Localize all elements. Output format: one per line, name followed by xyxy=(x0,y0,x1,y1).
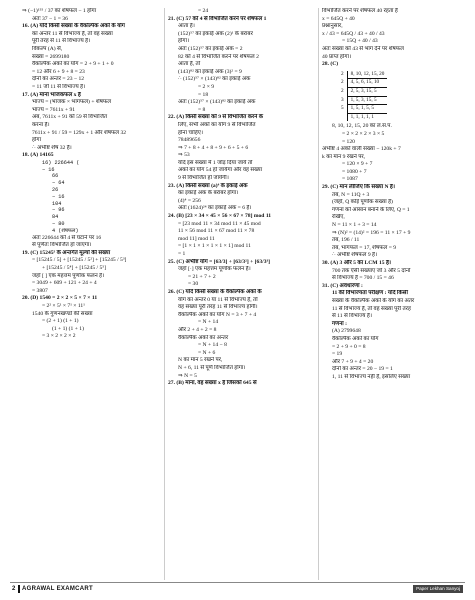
solution-line: N + 6, 11 से पूर्ण विभाजित होगा। xyxy=(178,364,246,371)
solution-line: पूरी तरह से 11 से विभाज्य है। xyxy=(32,38,91,45)
lcm-division-table xyxy=(338,71,387,122)
solution-line: ⇒ (N)² = (14)² = 196 = 11 × 17 + 9 xyxy=(332,229,411,236)
solution-line: दोनों का अन्तर = 20 − 19 = 1 xyxy=(332,366,393,373)
solution-line: का अन्तर 11 से विभाज्य है, तो वह संख्या xyxy=(32,30,113,37)
solution-line: गणना को आसान बनाने के लिए, Q = 1 xyxy=(332,206,410,213)
solution-line: = [15245 / 5] + [15245 / 5²] + [15245 / 5³] xyxy=(32,257,127,264)
solution-line: = 21 + 7 + 2 xyxy=(188,273,216,280)
solution-line: x = 645Q + 40 xyxy=(322,15,355,22)
page-footer xyxy=(10,582,465,595)
solution-line: mod 11] mod 11 xyxy=(178,235,215,242)
solution-line: 20. (D) 1540 = 2 × 2 × 5 × 7 × 11 xyxy=(22,295,98,302)
solution-line: और 2 + 4 + 2 = 8 xyxy=(178,326,217,333)
solutions-column-left xyxy=(22,8,162,341)
brand-label: AGRAWAL EXAMCART xyxy=(22,586,94,592)
divisor-cell: 5 xyxy=(338,105,347,114)
table-row xyxy=(338,87,387,96)
column-divider xyxy=(318,8,319,580)
solution-line: = 30 xyxy=(188,281,199,288)
solution-line: अतः 226644 को 4 से घटाने पर 16 xyxy=(32,234,102,241)
brand-bar-icon xyxy=(18,585,20,593)
solution-line: 30. (A) 3 और 5 का LCM 15 है। xyxy=(322,260,392,266)
solution-line: 22. (A) किसी संख्या को 9 से विभाजित करने के xyxy=(168,114,264,121)
solution-line: ⇒ (−1)¹⁵⁵ / 37 का शेषफल − 1 होगा xyxy=(22,8,97,14)
solution-line: अतः (152)⁵⁷ का इकाई अंक = 2 xyxy=(178,45,243,52)
divisor-cell: 2 xyxy=(338,87,347,96)
solution-line: अतः संख्या को 43 से भाग देने पर शेषफल xyxy=(322,45,404,52)
solution-line: ∴ (152)⁵⁷ × (143)⁸² का इकाई अंक xyxy=(178,76,251,83)
table-row xyxy=(338,105,387,114)
solution-line: गणना : xyxy=(332,320,348,327)
divisor-cell: 2 xyxy=(338,71,347,79)
solution-line: 21. (C) 57 को 4 से विभाजित करने पर शेषफल 1 xyxy=(168,15,267,22)
solution-line: से 11 से विभाज्य है। xyxy=(332,313,373,320)
solution-line: दोनों का अन्तर = 23 − 12 xyxy=(32,76,85,83)
solution-line: 7611x + 91 / 59 = 129x + 1 और शेषफल 32 xyxy=(32,129,127,136)
solution-line: 9 से विभाजित हो जायेगी। xyxy=(178,175,229,182)
solution-line: विभाजित करने पर शेषफल 40 रहता है xyxy=(322,8,398,14)
solution-line: − 16 xyxy=(52,193,65,200)
solution-line: (143)⁸² का इकाई अंक (3)² = 9 xyxy=(178,68,242,75)
solution-line: = [23 mod 11 × 34 mod 11 × 45 mod xyxy=(178,220,261,227)
solution-line: वैकल्पिक अंकों का योग N = 3 + 7 + 4 xyxy=(178,311,257,318)
solution-line: ⇒ 53 xyxy=(178,152,190,159)
solution-line: संख्या = 2699180 xyxy=(32,53,70,60)
solution-line: = 1 xyxy=(178,251,186,257)
solution-line: 4 (शेषफल) xyxy=(52,227,79,234)
table-row xyxy=(338,71,387,79)
solution-line: = 2 × 9 xyxy=(198,83,215,90)
solution-line: N = 11 × 1 + 3 = 14 xyxy=(332,222,377,229)
solution-line: = 19 xyxy=(332,351,343,358)
values-cell: 1, 1, 1, 1, 1 xyxy=(350,113,374,120)
values-cell: 1, 5, 3, 15, 5 xyxy=(347,96,387,105)
solution-line: वैकल्पिक अंकों का अन्तर xyxy=(178,334,229,341)
table-row xyxy=(338,96,387,105)
solution-line: k का मान 9 रखने पर, xyxy=(322,153,366,160)
column-divider xyxy=(164,8,165,580)
solutions-column-right xyxy=(322,8,468,382)
solution-line: योग का अन्तर 0 या 11 से विभाज्य है, तो xyxy=(178,296,258,303)
solution-line: 23. (A) किसी संख्या (a)⁴ के इकाई अंक xyxy=(168,182,248,189)
solution-line: 24. (B) [23 × 34 × 45 × 56 × 67 × 78] mod 11 xyxy=(168,213,272,220)
solution-line: = 11 जो 11 से विभाज्य है। xyxy=(32,83,86,90)
divisor-cell: 3 xyxy=(338,96,347,105)
solution-line: = 2 + 9 + 0 = 8 xyxy=(332,343,366,350)
solution-line: रखिए, xyxy=(332,214,345,221)
solution-line: तब, भागफल = 17, शेषफल = 9 xyxy=(332,244,397,251)
values-cell: 1, 5, 1, 5, 5 xyxy=(347,105,387,114)
solution-line: 104 xyxy=(52,200,62,207)
solution-line: = 1087 xyxy=(342,176,358,183)
solution-line: वैकल्पिक अंकों का योग = 2 + 9 + 1 + 0 xyxy=(32,61,114,68)
solution-line: 26 xyxy=(52,187,59,194)
solution-line: = N + 14 xyxy=(198,319,219,326)
values-cell: 8, 10, 12, 15, 20 xyxy=(347,71,387,79)
solution-line: भाज्य = (भाजक × भागफल) + शेषफल xyxy=(32,99,112,106)
divisor-cell: 2 xyxy=(338,79,347,88)
solution-line: 11 की विभाज्यता परीक्षण : यदि किसी xyxy=(332,290,408,297)
solution-line: = 24 xyxy=(198,8,209,14)
solution-line: 1540 के गुणनखण्डों की संख्या xyxy=(32,310,93,317)
solution-line: अभीष्ट 4 अंकों वाली संख्या − 120k + 7 xyxy=(322,146,401,153)
solution-line: (4)⁴ = 256 xyxy=(178,197,201,204)
solution-line: = 18 xyxy=(198,91,209,98)
solution-line: लिए, सभी अंकों का योग 9 से विभाजित xyxy=(178,121,256,128)
solution-line: 27. (B) माना, वह संख्या x है जिसको 645 से xyxy=(168,380,257,387)
solution-line: वैकल्पिक अंकों का योग xyxy=(332,335,379,342)
solution-line: जहाँ [·] एक महत्तम पूर्णांक फलन है। xyxy=(178,266,251,273)
solution-line: x / 43 = 645Q / 43 + 40 / 43 xyxy=(322,30,385,37)
solution-line: अतः (152)⁵⁷ × (143)⁸² का इकाई अंक xyxy=(178,99,256,106)
solution-line: N का मान 5 रखने पर, xyxy=(178,357,223,364)
solution-line: संख्या के वैकल्पिक अंकों के योग का अंतर xyxy=(332,297,415,304)
solution-line: = 12 और 6 + 9 + 8 = 23 xyxy=(32,68,85,75)
solution-line: − 80 xyxy=(52,221,65,228)
solution-line: (152)⁵⁷ का इकाई अंक (2)¹ के बराबर xyxy=(178,30,253,37)
table-row xyxy=(338,79,387,88)
solution-line: अंकों का योग 54 हो जायेगा और वह संख्या xyxy=(178,167,263,174)
solution-line: = 3049 + 609 + 121 + 24 + 4 xyxy=(32,280,97,287)
solution-line: जहाँ [ ] एक महत्तम पूर्णांक फलन है। xyxy=(32,272,105,279)
solution-line: − 16 xyxy=(42,166,55,173)
solution-line: 28. (C) xyxy=(322,61,339,68)
solution-line: = 1080 + 7 xyxy=(342,168,367,175)
solution-line: 700 तक ऐसी संख्याएं जो 3 और 5 दोनों xyxy=(332,267,411,274)
solution-line: से पूर्णतः विभाजित हो जाएगा। xyxy=(32,242,92,249)
solution-line: 8, 10, 12, 15, 20 का ल.स.प. xyxy=(332,123,392,130)
solution-line: = N + 6 xyxy=(198,349,216,356)
solution-line: 84 xyxy=(52,214,59,221)
solution-line: ⇒ N = 5 xyxy=(178,372,197,379)
solution-line: = 120 xyxy=(342,138,355,145)
solution-line: 16) 226644 ( xyxy=(42,159,80,166)
solution-line: 26. (C) यदि किसी संख्या के वैकल्पिक अंकों के xyxy=(168,288,262,295)
solution-line: = 3807 xyxy=(32,287,48,294)
publisher-stamp: Paper Lekhan Sanyoj xyxy=(413,585,463,593)
solution-line: = [1 × 1 × 1 × 1 × 1 × 1] mod 11 xyxy=(178,243,251,250)
solution-line: होना चाहिए। xyxy=(178,129,204,136)
solution-line: 78489656 xyxy=(178,137,201,144)
solution-line: आता है, तो xyxy=(178,61,201,68)
solution-line: और 7 + 9 + 4 = 20 xyxy=(332,358,374,365)
page-number: 2 xyxy=(12,586,16,592)
solution-line: आता है। xyxy=(178,23,195,30)
solution-line: करना है। xyxy=(32,121,50,128)
solution-line: वह संख्या पूरी तरह 11 से विभाज्य होगी। xyxy=(178,304,258,311)
brand-name xyxy=(22,583,93,595)
solution-line: (A) 2799648 xyxy=(332,328,361,335)
solution-line: से विभाज्य है = 700 / 15 = 46 xyxy=(332,275,394,282)
solution-line: अब, 7611x + 91 को 59 से विभाजित xyxy=(32,114,108,121)
values-cell: 2, 5, 3, 15, 5 xyxy=(347,87,387,96)
solution-line: प्रश्नानुसार, xyxy=(322,23,343,30)
table-row xyxy=(338,113,387,121)
solution-line: 82 को 4 से विभाजित करने पर शेषफल 2 xyxy=(178,53,259,60)
solution-line: 1, 11 से विभाज्य नहीं है, इसलिए संख्या xyxy=(332,373,411,380)
solution-line: 17. (A) माना भाजकफल x है xyxy=(22,91,81,98)
solution-line: होगा xyxy=(32,137,42,144)
solution-line: ⇒ 7 + 8 + 4 + 8 + 9 + 6 + 5 + 6 xyxy=(178,144,249,151)
solution-line: = 120 × 9 + 7 xyxy=(342,161,373,168)
solution-line: = 3 × 2 × 2 × 2 xyxy=(42,333,76,340)
solution-line: तब, N = 11Q + 3 xyxy=(332,191,370,198)
solution-line: = (2 + 1) (1 + 1) xyxy=(42,318,79,325)
solution-line: 31. (C) अवधारणा : xyxy=(322,282,363,289)
solution-line: 11 से विभाज्य है, तो वह संख्या पूरी तरह xyxy=(332,305,411,312)
divisor-cell xyxy=(338,113,347,121)
solution-line: + [15245 / 5⁴] + [15245 / 5⁵] xyxy=(42,265,107,272)
solution-line: 66 xyxy=(52,173,59,180)
solution-line: 19. (C) 15245⁵ के अन्तर्गत मूल्यों की संख्या xyxy=(22,249,111,256)
solution-line: विकल्प (A) से, xyxy=(32,45,63,52)
solution-line: − 96 xyxy=(52,207,65,214)
solution-line: ∴ अभीष्ट शेष 32 है। xyxy=(32,144,72,151)
solution-line: यदि इस संख्या में 1 जोड़ दिया जाये तो xyxy=(178,159,253,166)
solution-line: = 2 × 2 × 2 × 3 × 5 xyxy=(342,130,385,137)
solution-line: 29. (C) मान लीजिए कि संख्या N है। xyxy=(322,184,396,191)
solution-line: तब, 196 / 11 xyxy=(332,237,360,244)
solution-line: = 8 xyxy=(198,106,206,113)
solution-line: (1 + 1) (1 + 1) xyxy=(52,325,84,332)
solution-line: = 2² × 5¹ × 7¹ × 11¹ xyxy=(42,302,85,309)
solution-line: 40 प्राप्त होगा। xyxy=(322,53,352,60)
solution-line: 16. (A) यदि किसी संख्या के वैकल्पिक अंकों के योग xyxy=(22,23,125,30)
solution-line: ∴ अभीष्ट शेषफल 9 है। xyxy=(332,252,378,259)
solution-line: होगा। xyxy=(178,38,190,45)
solution-line: − 64 xyxy=(52,180,65,187)
solutions-column-middle xyxy=(168,8,316,388)
solution-line: (जहाँ, Q कोई पूर्णांक संख्या है) xyxy=(332,199,393,206)
solution-line: का इकाई अंक के बराबर होगा। xyxy=(178,190,239,197)
solution-line: 18. (A) 14165 xyxy=(22,152,54,159)
solution-line: = 15Q + 40 / 43 xyxy=(342,38,378,45)
solution-line: अतः (1624)²⁴ का इकाई अंक = 6 है। xyxy=(178,205,252,212)
solution-line: = N + 14 − 8 xyxy=(198,342,227,349)
values-cell: 4, 5, 6, 15, 10 xyxy=(347,79,387,88)
solution-line: अतः 37 − 1 = 36 xyxy=(32,15,68,22)
solution-line: 11 × 56 mod 11 × 67 mod 11 × 78 xyxy=(178,228,255,235)
solution-line: 25. (C) अभीष्ट योग = [63/3] + [63/3²] + [63/3³] xyxy=(168,258,271,265)
solution-line: भाज्य = 7611x + 91 xyxy=(32,106,76,113)
